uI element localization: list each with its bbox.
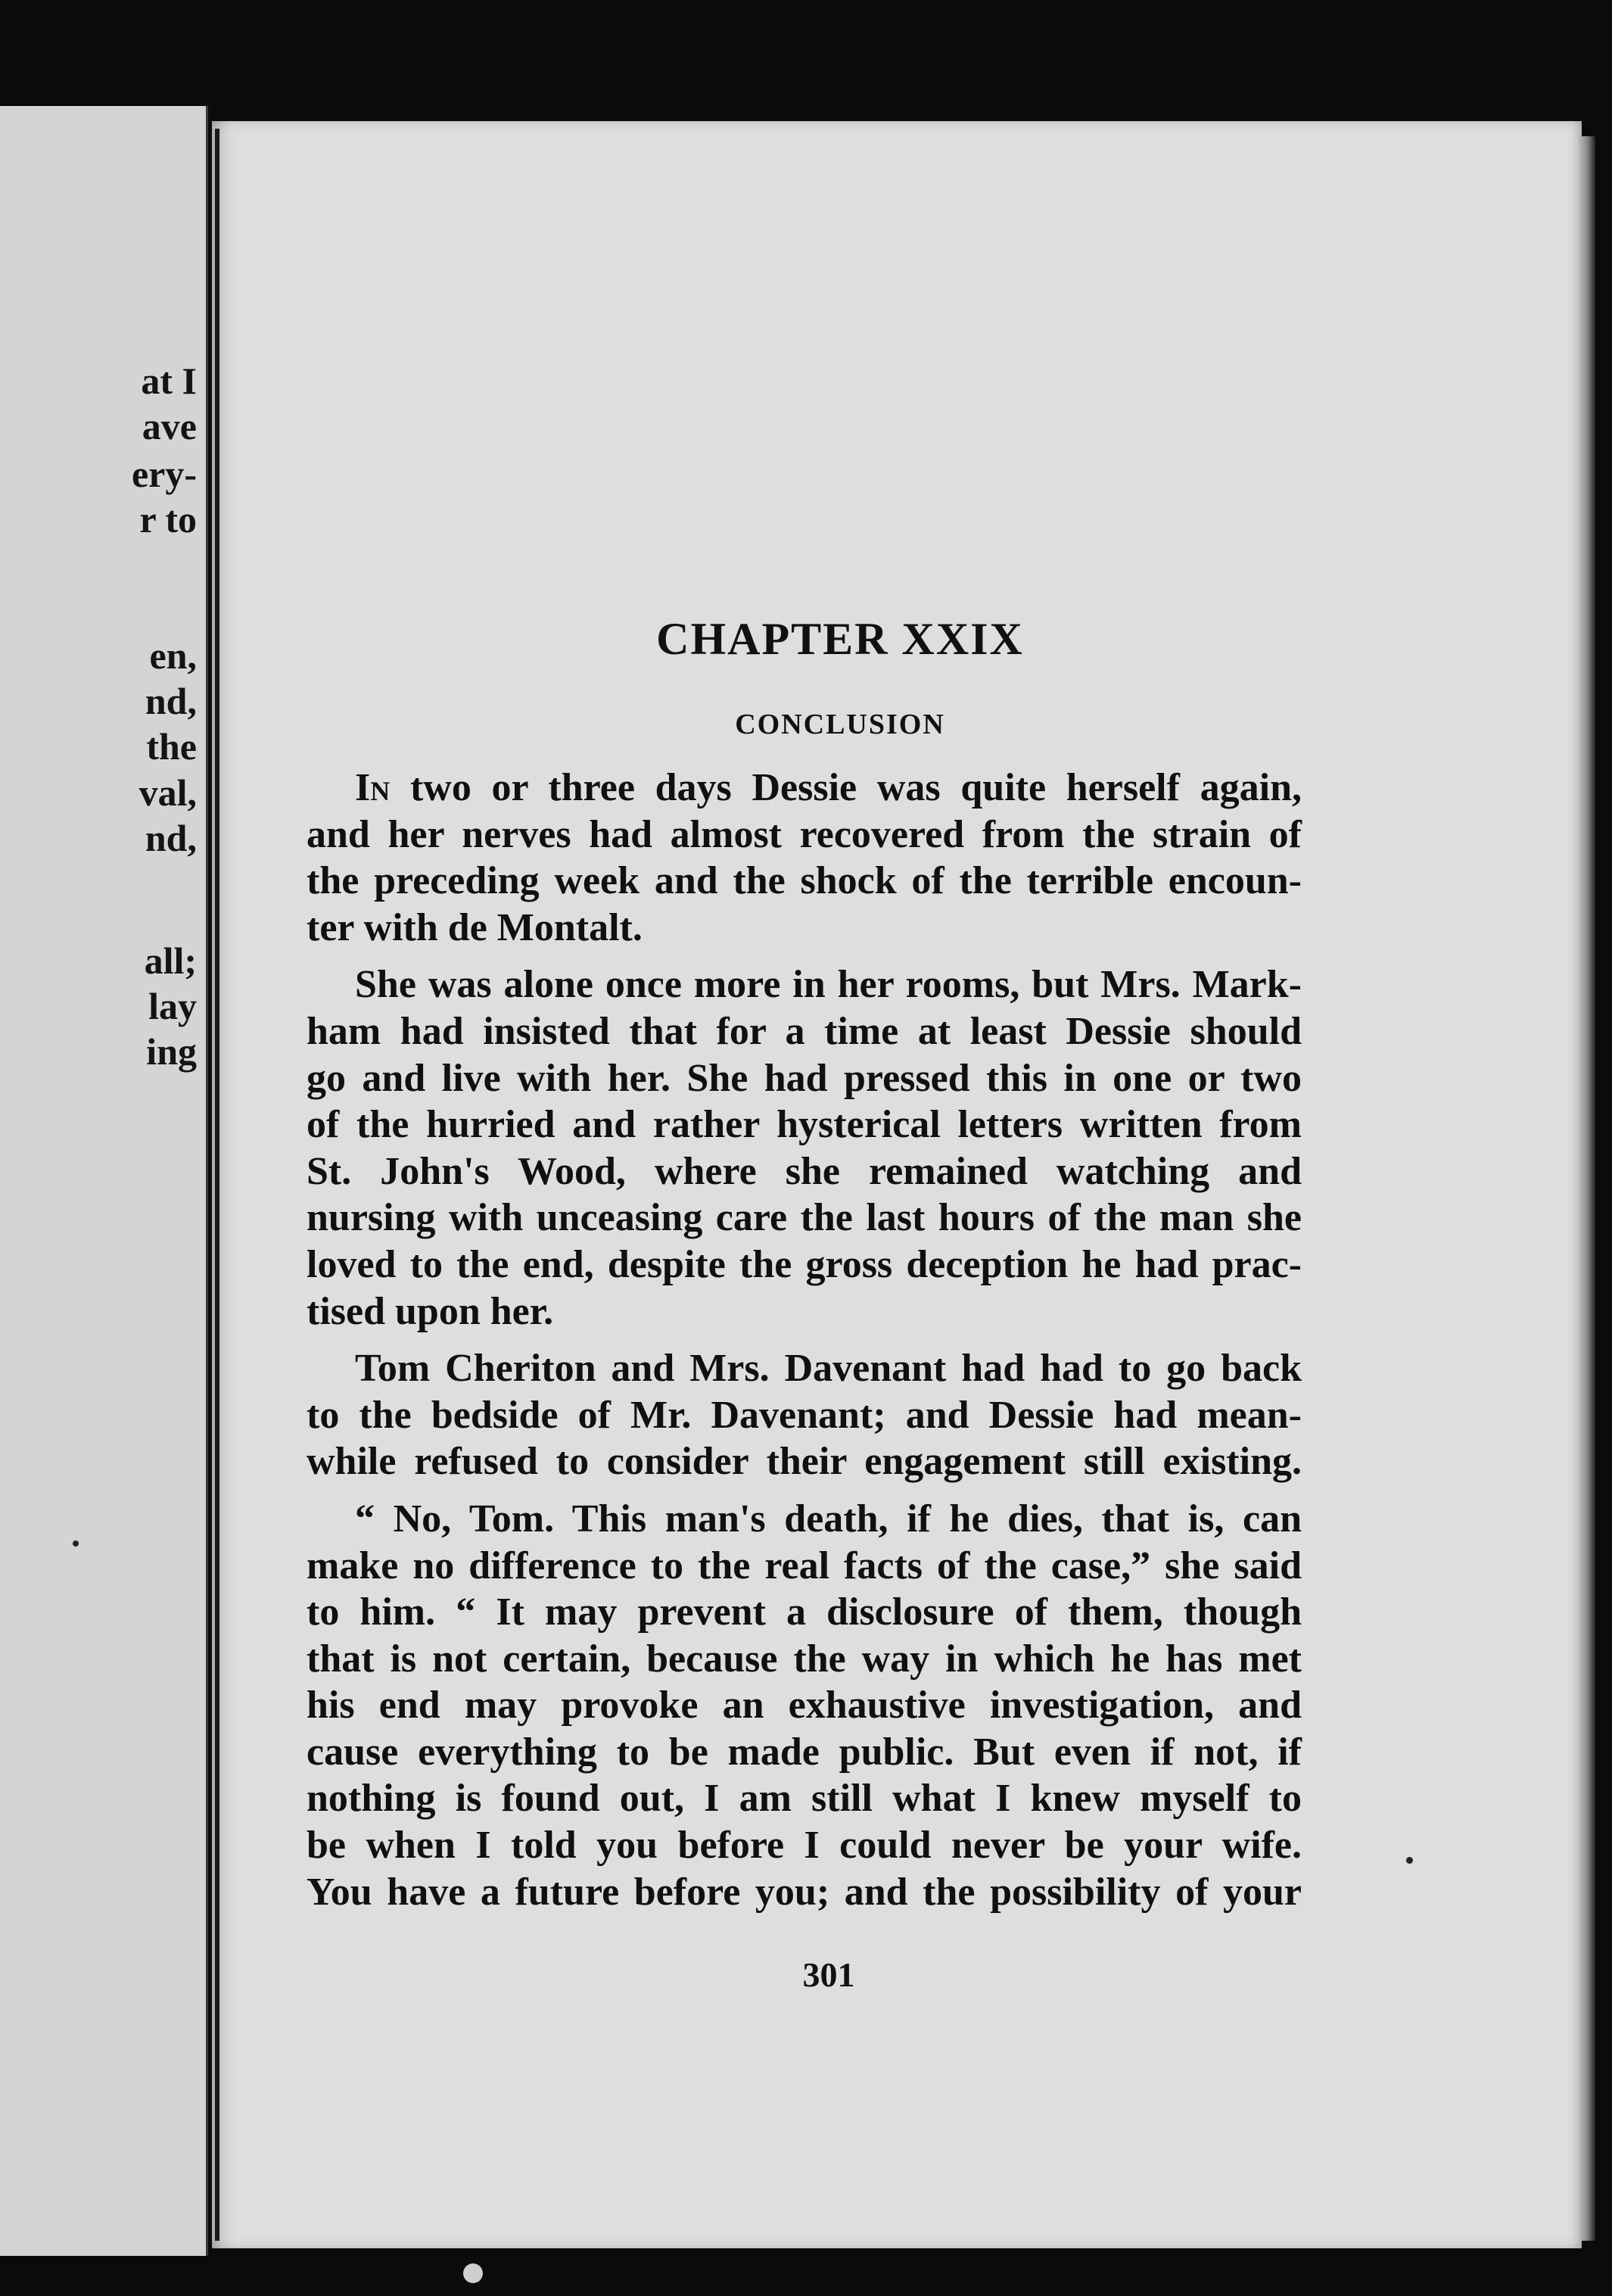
text-line: tised upon her. xyxy=(307,1289,554,1333)
text-line: to him. “ It may prevent a disclosure of them, though xyxy=(307,1590,1302,1634)
paragraph xyxy=(307,765,1302,951)
text-line: cause everything to be made public. But even if not, if xyxy=(307,1730,1302,1774)
left-page-fragment: nd, xyxy=(145,680,197,722)
left-page-fragment: all; xyxy=(144,939,197,982)
scan-speck xyxy=(463,2263,483,2283)
page-edge-shadow xyxy=(1579,136,1595,2241)
chapter-subtitle: CONCLUSION xyxy=(735,709,945,740)
text-line: the preceding week and the shock of the terrible encoun- xyxy=(307,859,1302,903)
text-line: nothing is found out, I am still what I knew myself to xyxy=(307,1777,1302,1821)
left-page-fragment: en, xyxy=(149,634,197,677)
left-page-fragment: lay xyxy=(148,985,197,1027)
text-line: his end may provoke an exhaustive investigation, and xyxy=(307,1684,1302,1727)
left-page-fragment: r to xyxy=(139,498,197,541)
page-number: 301 xyxy=(802,1955,855,1994)
text-line: “ No, Tom. This man's death, if he dies, that is, can xyxy=(355,1497,1302,1541)
text-line: go and live with her. She had pressed this in one or two xyxy=(307,1056,1302,1100)
text-line: and her nerves had almost recovered from the strain of xyxy=(307,812,1302,856)
text-line: ter with de Montalt. xyxy=(307,905,643,949)
scan-speck xyxy=(73,1541,79,1547)
chapter-title: CHAPTER XXIX xyxy=(656,614,1024,664)
left-page-fragment: the xyxy=(146,725,197,768)
text-line: ham had insisted that for a time at least Dessie should xyxy=(307,1009,1302,1053)
left-page-fragment: at I xyxy=(141,360,197,402)
chapter-body xyxy=(307,765,1302,1926)
paragraph xyxy=(307,1496,1302,1915)
text-line: You have a future before you; and the possibility of your xyxy=(307,1870,1302,1914)
text-line: be when I told you before I could never be your wife. xyxy=(307,1824,1302,1868)
text-line: In two or three days Dessie was quite herself again, xyxy=(355,766,1302,809)
paragraph xyxy=(307,1345,1302,1485)
left-page-fragment: ave xyxy=(142,405,197,447)
text-line: make no difference to the real facts of the case,” she said xyxy=(307,1544,1302,1587)
left-page-fragment: nd, xyxy=(145,817,197,859)
text-line: St. John's Wood, where she remained watching and xyxy=(307,1149,1302,1193)
text-line: while refused to consider their engagement still existing. xyxy=(307,1440,1302,1484)
page-gutter-line xyxy=(215,129,219,2241)
text-line: that is not certain, because the way in which he has met xyxy=(307,1637,1302,1681)
left-page-fragment: val, xyxy=(138,771,197,814)
paragraph xyxy=(307,961,1302,1335)
text-line: of the hurried and rather hysterical letters written from xyxy=(307,1103,1302,1147)
left-facing-page xyxy=(0,106,208,2256)
text-line: She was alone once more in her rooms, but Mrs. Mark- xyxy=(355,963,1302,1007)
text-line: Tom Cheriton and Mrs. Davenant had had to go back xyxy=(355,1347,1302,1391)
scan-speck xyxy=(1406,1857,1413,1864)
text-line: to the bedside of Mr. Davenant; and Dessie had mean- xyxy=(307,1393,1302,1437)
drop-lead-word: In xyxy=(355,766,391,809)
text-line: nursing with unceasing care the last hours of the man she xyxy=(307,1196,1302,1240)
left-page-fragment: ery- xyxy=(131,453,197,495)
text-line: loved to the end, despite the gross deception he had prac- xyxy=(307,1242,1302,1286)
left-page-fragment: ing xyxy=(146,1030,197,1073)
